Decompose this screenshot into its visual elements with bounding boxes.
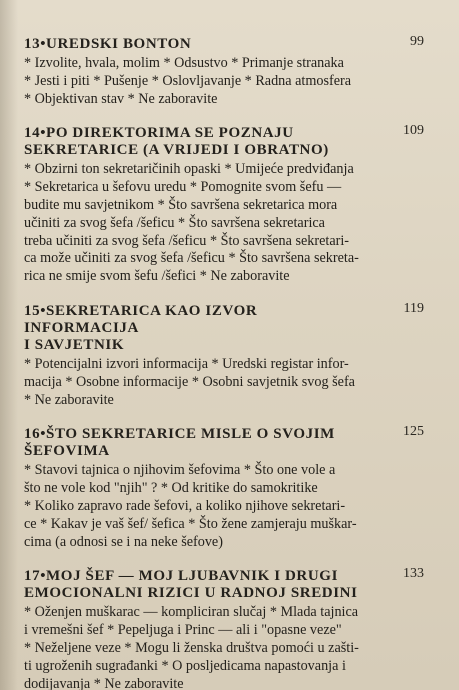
topic-line: * Koliko zapravo rade šefovi, a koliko njihove sekretari- bbox=[24, 497, 346, 514]
toc-entry bbox=[24, 125, 424, 286]
page-gutter-shadow bbox=[0, 0, 18, 690]
chapter-title bbox=[24, 426, 369, 460]
chapter-title bbox=[24, 568, 369, 602]
topic-line: * Stavovi tajnica o njihovim šefovima * Što one vole a bbox=[24, 462, 336, 479]
chapter-title-line: EMOCIONALNI RIZICI U RADNOJ SREDINI bbox=[24, 585, 358, 602]
chapter-title-line: SEKRETARICE (A VRIJEDI I OBRATNO) bbox=[24, 142, 329, 159]
page-number: 109 bbox=[403, 123, 424, 139]
chapter-topics bbox=[24, 356, 424, 409]
topic-line: * Objektivan stav * Ne zaboravite bbox=[24, 90, 218, 107]
chapter-topics bbox=[24, 462, 424, 551]
topic-line: budite mu savjetnikom * Što savršena sekretarica mora bbox=[24, 196, 338, 213]
chapter-title bbox=[24, 303, 369, 354]
topic-line: rica ne smije svom šefu /šefici * Ne zaboravite bbox=[24, 268, 290, 285]
chapter-title bbox=[24, 36, 369, 53]
chapter-title-line: 13•UREDSKI BONTON bbox=[24, 36, 192, 52]
topic-line: ti ugroženih sugrađanki * O posljedicama napastovanja i bbox=[24, 657, 346, 674]
chapter-title-line: 15•SEKRETARICA KAO IZVOR INFORMACIJA bbox=[24, 302, 258, 336]
chapter-title-line: I SAVJETNIK bbox=[24, 336, 125, 353]
topic-line: cima (a odnosi se i na neke šefove) bbox=[24, 533, 223, 550]
chapter-topics bbox=[24, 604, 424, 690]
page-number: 125 bbox=[403, 424, 424, 440]
chapter-title-line: 14•PO DIREKTORIMA SE POZNAJU bbox=[24, 125, 294, 142]
toc-entry bbox=[24, 568, 424, 690]
topic-line: * Neželjene veze * Mogu li ženska društva pomoći u zašti- bbox=[24, 639, 359, 656]
topic-line: i vremešni šef * Pepeljuga i Princ — ali i "opasne veze" bbox=[24, 622, 342, 639]
chapter-title bbox=[24, 125, 369, 159]
topic-line: * Ne zaboravite bbox=[24, 391, 114, 408]
topic-line: * Sekretarica u šefovu uredu * Pomognite svom šefu — bbox=[24, 179, 342, 196]
toc-entry bbox=[24, 36, 424, 108]
chapter-topics bbox=[24, 161, 424, 286]
page-number: 133 bbox=[403, 566, 424, 582]
topic-line: ce * Kakav je vaš šef/ šefica * Što žene zamjeraju muškar- bbox=[24, 515, 357, 532]
topic-line: * Jesti i piti * Pušenje * Oslovljavanje * Radna atmosfera bbox=[24, 72, 352, 89]
topic-line: što ne vole kod "njih" ? * Od kritike do samokritike bbox=[24, 480, 318, 497]
page-number: 119 bbox=[403, 300, 424, 316]
chapter-title-line: ŠEFOVIMA bbox=[24, 443, 110, 460]
chapter-title-line: 16•ŠTO SEKRETARICE MISLE O SVOJIM bbox=[24, 426, 335, 443]
topic-line: * Obzirni ton sekretaričinih opaski * Umijeće predviđanja bbox=[24, 161, 354, 178]
chapter-topics bbox=[24, 55, 424, 108]
chapter-title-line: 17•MOJ ŠEF — MOJ LJUBAVNIK I DRUGI bbox=[24, 568, 339, 585]
topic-line: učiniti za svog šefa /šeficu * Što savršena sekretarica bbox=[24, 214, 325, 231]
topic-line: ca može učiniti za svog šefa /šeficu * Što savršena sekreta- bbox=[24, 250, 359, 267]
topic-line: * Izvolite, hvala, molim * Odsustvo * Primanje stranaka bbox=[24, 55, 344, 71]
toc-entry bbox=[24, 300, 424, 409]
topic-line: * Oženjen muškarac — kompliciran slučaj * Mlada tajnica bbox=[24, 604, 359, 621]
page-number: 99 bbox=[410, 34, 424, 49]
toc-entry bbox=[24, 426, 424, 551]
topic-line: dodijavanja * Ne zaboravite bbox=[24, 675, 184, 690]
topic-line: treba učiniti za svog šefa /šeficu * Što savršena sekretari- bbox=[24, 232, 350, 249]
topic-line: macija * Osobne informacije * Osobni savjetnik svog šefa bbox=[24, 373, 355, 390]
topic-line: * Potencijalni izvori informacija * Uredski registar infor- bbox=[24, 355, 349, 372]
table-of-contents bbox=[24, 36, 424, 690]
